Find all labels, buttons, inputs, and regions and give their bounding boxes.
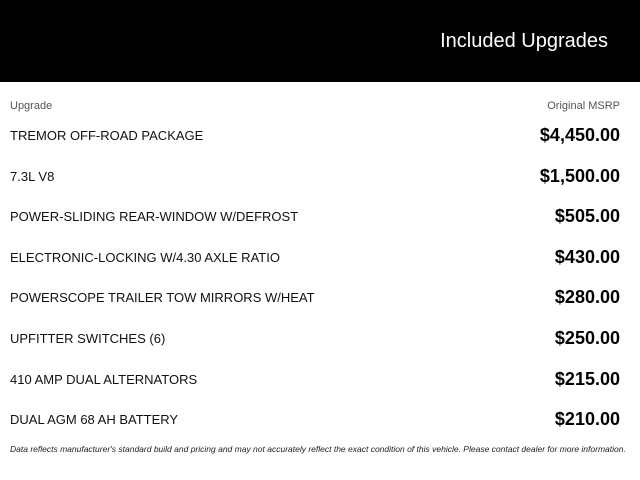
upgrade-price: $215.00 [554,368,620,389]
upgrade-price: $505.00 [554,206,620,227]
upgrade-name: 7.3L V8 [10,168,55,184]
list-item [0,319,640,360]
list-item [0,360,640,401]
list-item [0,278,640,319]
upgrade-name: UPFITTER SWITCHES (6) [10,330,166,346]
upgrade-price: $1,500.00 [539,165,620,186]
list-item [0,197,640,238]
list-item [0,157,640,198]
upgrade-name: POWER-SLIDING REAR-WINDOW W/DEFROST [10,209,299,225]
upgrade-price: $4,450.00 [539,125,620,145]
page-title: Included Upgrades [440,30,608,52]
upgrade-name: POWERSCOPE TRAILER TOW MIRRORS W/HEAT [10,290,315,306]
column-header-upgrade: Upgrade [10,100,53,112]
header-bar [0,0,640,82]
disclaimer-text: Data reflects manufacturer's standard build and pricing and may not accurately reflect the exact condition of this vehicle. Please contact dealer for more information. [10,444,626,454]
column-header-msrp: Original MSRP [547,100,620,112]
upgrade-price: $280.00 [554,287,620,308]
list-item [0,116,640,157]
upgrade-name: TREMOR OFF-ROAD PACKAGE [10,128,204,143]
upgrade-name: ELECTRONIC-LOCKING W/4.30 AXLE RATIO [10,249,280,265]
upgrades-list [0,116,640,441]
upgrade-price: $250.00 [554,327,620,348]
upgrade-price: $210.00 [554,409,620,430]
upgrade-name: 410 AMP DUAL ALTERNATORS [10,371,198,387]
upgrade-name: DUAL AGM 68 AH BATTERY [10,412,179,428]
list-item [0,400,640,441]
list-item [0,238,640,279]
upgrade-price: $430.00 [554,246,620,267]
